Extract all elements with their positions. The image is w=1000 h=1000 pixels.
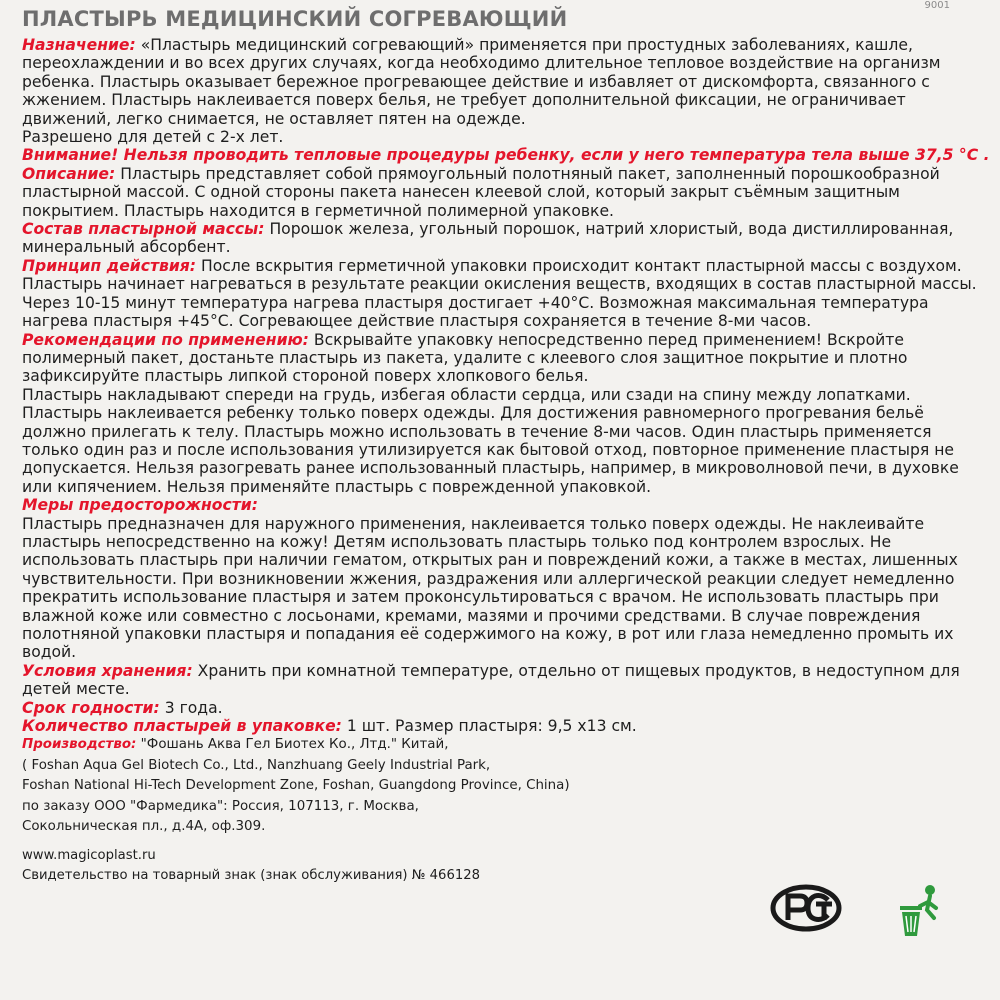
recommendations-label: Рекомендации по применению: (22, 330, 309, 349)
rst-certification-icon (770, 884, 842, 932)
trash-bin-icon (894, 884, 942, 940)
shelf-life-label: Срок годности: (22, 698, 160, 717)
manufacturer-section (22, 735, 990, 838)
manufacturer-line-3: Foshan National Hi-Tech Development Zone, Foshan, Guangdong Province, China) (22, 778, 570, 794)
recommendations-text-1: Вскрывайте упаковку непосредственно перед применением! Вскройте полимерный пакет, достаньте пластырь из пакета, удалите с клеевого слоя защитное покрытие и плотно зафиксируйте пластырь липкой стороной поверх хлопкового белья. (22, 330, 908, 386)
manufacturer-line-4: по заказу ООО "Фармедика": Россия, 107113, г. Москва, (22, 798, 419, 814)
storage-text: Хранить при комнатной температуре, отдельно от пищевых продуктов, в недоступном для детей месте. (22, 661, 960, 699)
age-note: Разрешено для детей с 2-х лет. (22, 128, 284, 147)
footer (22, 846, 990, 886)
storage-label: Условия хранения: (22, 661, 193, 680)
manufacturer-label: Производство: (22, 737, 137, 753)
principle-label: Принцип действия: (22, 256, 197, 275)
purpose-text: «Пластырь медицинский согревающий» применяется при простудных заболеваниях, кашле, переохлаждении и во всех других случаях, когда необходимо длительное тепловое воздействие на организм ребенка. Пластырь оказывает бережное прогревающее действие и избавляет от дискомфорта, связанного с жжением. Пластырь наклеивается поверх белья, не требует дополнительной фиксации, не ограничивает движений, легко снимается, не оставляет пятен на одежде. (22, 36, 941, 128)
description-label: Описание: (22, 164, 116, 183)
manufacturer-name: "Фошань Аква Гел Биотех Ко., Лтд." Китай, (140, 737, 449, 753)
shelf-life-text: 3 года. (164, 698, 223, 717)
principle-text: После вскрытия герметичной упаковки происходит контакт пластырной массы с воздухом. Пластырь начинает нагреваться в результате реакции окисления веществ, входящих в состав пластырной массы. Через 10-15 минут температура нагрева пластыря достигает +40°C. Возможная максимальная температура нагрева пластыря +45°C. Согревающее действие пластыря сохраняется в течение 8-ми часов. (22, 256, 977, 331)
composition-label: Состав пластырной массы: (22, 220, 265, 239)
product-code: 9001 (924, 0, 950, 11)
description-text: Пластырь представляет собой прямоугольный полотняный пакет, заполненный порошкообразной пластырной массой. С одной стороны пакета нанесен клеевой слой, который закрыт съёмным защитным покрытием. Пластырь находится в герметичной полимерной упаковке. (22, 164, 940, 220)
page-title: ПЛАСТЫРЬ МЕДИЦИНСКИЙ СОГРЕВАЮЩИЙ (22, 7, 568, 31)
warning-text: Внимание! Нельзя проводить тепловые процедуры ребенку, если у него температура тела выше 37,5 °C . (22, 146, 990, 165)
purpose-label: Назначение: (22, 36, 136, 54)
storage-section (22, 662, 990, 699)
composition-text: Порошок железа, угольный порошок, натрий хлористый, вода дистиллированная, минеральный абсорбент. (22, 220, 954, 257)
precautions-text: Пластырь предназначен для наружного применения, наклеивается только поверх одежды. Не наклеивайте пластырь непосредственно на кожу! Детям использовать пластырь только под контролем взрослых. Не использовать пластырь при наличии гематом, открытых ран и повреждений кожи, а также в местах, лишенных чувствительности. При возникновении жжения, раздражения или аллергической реакции следует немедленно прекратить использование пластыря и затем проконсультироваться с врачом. Не использовать пластырь при влажной коже или совместно с лосьонами, кремами, мазями и прочими средствами. В случае повреждения полотняной упаковки пластыря и попадания её содержимого на кожу, в рот или глаза немедленно промыть их водой. (22, 514, 958, 662)
shelf-life-section (22, 699, 990, 717)
manufacturer-line-1 (22, 735, 990, 756)
manufacturer-line-5: Сокольническая пл., д.4А, оф.309. (22, 819, 266, 835)
quantity-text: 1 шт. Размер пластыря: 9,5 х13 см. (346, 717, 637, 736)
marking-icons (770, 884, 970, 944)
precautions-label: Меры предосторожности: (22, 496, 258, 515)
website-link[interactable]: www.magicoplast.ru (22, 847, 156, 863)
quantity-section (22, 717, 990, 735)
description-section (22, 165, 990, 220)
quantity-label: Количество пластырей в упаковке: (22, 717, 342, 736)
recommendations-section (22, 331, 990, 386)
manufacturer-line-2: ( Foshan Aqua Gel Biotech Co., Ltd., Nanzhuang Geely Industrial Park, (22, 757, 491, 773)
instruction-leaflet (22, 0, 990, 886)
composition-section (22, 220, 990, 257)
principle-section (22, 257, 990, 331)
trademark-note: Свидетельство на товарный знак (знак обслуживания) № 466128 (22, 867, 481, 883)
purpose-section (22, 36, 990, 128)
recommendations-text-2: Пластырь накладывают спереди на грудь, избегая области сердца, или сзади на спину между лопатками. Пластырь наклеивается ребенку только поверх одежды. Для достижения равномерного прогревания бельё должно прилегать к телу. Пластырь можно использовать в течение 8-ми часов. Один пластырь применяется только один раз и после использования утилизируется как бытовой отход, повторное применение пластыря не допускается. Нельзя разогревать ранее использованный пластырь, например, в микроволновой печи, в духовке или кипячением. Нельзя применяйте пластырь с поврежденной упаковкой. (22, 385, 959, 496)
